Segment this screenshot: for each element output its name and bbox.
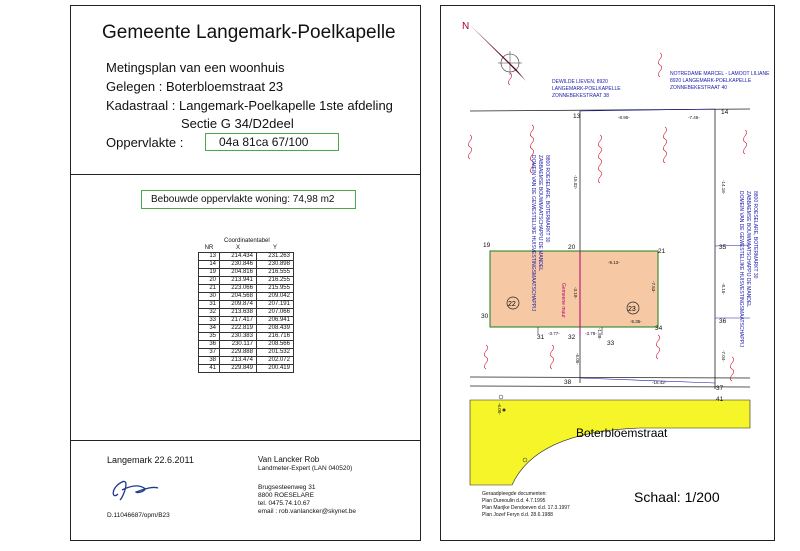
doc-2: Plan Marijke Dendoeven d.d. 17.3.1997 (482, 505, 570, 511)
house-number-23: 23 (628, 306, 636, 313)
coord-cell-x: 214.434 (220, 253, 257, 261)
built-area: Bebouwde oppervlakte woning: 74,98 m2 (151, 194, 335, 205)
street-area (470, 400, 750, 485)
scale-label: Schaal: 1/200 (634, 489, 720, 505)
coord-row (199, 325, 294, 333)
owner-right-3: 8800 ROESELARE, BOTERMARKT 30 (752, 191, 758, 279)
coord-cell-nr: 32 (199, 309, 220, 317)
coord-cell-y: 202.072 (257, 357, 294, 365)
coord-cell-nr: 31 (199, 301, 220, 309)
coord-row (199, 349, 294, 357)
dim-house-top: -9.13- (608, 260, 620, 265)
owner-right-1: DOMEIN VAN DE GEWESTELIJKE HUISVESTINGSMAATSCHAPPIJ (738, 191, 744, 347)
dim-front: -6.05- (575, 353, 580, 365)
coord-cell-nr: 36 (199, 341, 220, 349)
coord-cell-x: 230.846 (220, 261, 257, 269)
party-wall-label: Gemeene muur (560, 283, 566, 318)
coord-row (199, 261, 294, 269)
header-y: Y (272, 245, 277, 251)
coord-cell-y: 207.066 (257, 309, 294, 317)
coord-cell-y: 201.532 (257, 349, 294, 357)
point-20: 20 (568, 244, 576, 251)
owner-nw-1: DEWILDE LIEVEN, 8920 (552, 79, 608, 85)
coord-cell-x: 213.941 (220, 277, 257, 285)
coord-cell-y: 206.941 (257, 317, 294, 325)
cadastral: Kadastraal : Langemark-Poelkapelle 1ste afdeling (106, 98, 393, 113)
coord-header-row (199, 245, 294, 253)
dim-street: -16.42- (652, 380, 667, 385)
coord-cell-x: 230.117 (220, 341, 257, 349)
north-arrow-icon (462, 21, 526, 81)
plan-type: Metingsplan van een woonhuis (106, 60, 285, 75)
coord-table-title: Coordinatentabel (224, 238, 270, 244)
doc-1: Plan Dureoulin d.d. 4.7.1995 (482, 498, 546, 504)
point-41: 41 (716, 396, 724, 403)
point-19: 19 (483, 242, 491, 249)
area-value: 04a 81ca 67/100 (219, 135, 309, 149)
owner-nw-2: LANGEMARK-POELKAPELLE (552, 86, 621, 92)
coord-cell-y: 208.439 (257, 325, 294, 333)
dim-bot-c: -5.35- (630, 319, 642, 324)
dim-right-mid: -8.15- (721, 283, 726, 295)
coord-cell-x: 213.474 (220, 357, 257, 365)
coord-cell-nr: 20 (199, 277, 220, 285)
dim-left-vert: -15.02- (573, 175, 578, 190)
location: Gelegen : Boterbloemstraat 23 (106, 79, 284, 94)
dim-top-right: -7.46- (688, 115, 700, 120)
reference: D.11046687/opm/B23 (107, 512, 170, 519)
owner-ne-1: NOTREDAME MARCEL - LAMOOT LILIANE (670, 71, 770, 77)
coord-cell-x: 217.417 (220, 317, 257, 325)
point-13: 13 (573, 113, 581, 120)
coord-cell-nr: 21 (199, 285, 220, 293)
surveyor-name: Van Lancker Rob (258, 455, 320, 464)
header-nr: NR (204, 245, 214, 251)
coord-cell-nr: 35 (199, 333, 220, 341)
coord-cell-x: 204.816 (220, 269, 257, 277)
point-34: 34 (655, 325, 663, 332)
coord-cell-y: 209.042 (257, 293, 294, 301)
dim-right-top: -14.18- (721, 180, 726, 195)
phone: tel. 0475.74.10.67 (258, 500, 311, 507)
coord-cell-nr: 34 (199, 325, 220, 333)
coord-cell-y: 230.898 (257, 261, 294, 269)
coord-cell-nr: 13 (199, 253, 220, 261)
header-x: X (235, 245, 240, 251)
site-plan (440, 5, 774, 540)
address-city: 8800 ROESELARE (258, 492, 315, 499)
dim-bot-b: -3.78- (585, 331, 597, 336)
title-divider-2 (70, 440, 420, 441)
coord-row (199, 301, 294, 309)
place-date: Langemark 22.6.2011 (107, 455, 194, 465)
docs-title: Geraadpleegde documenten: (482, 491, 547, 497)
coord-table (198, 245, 294, 373)
doc-3: Plan Jozef Feryn d.d. 28.6.1988 (482, 512, 553, 518)
dim-right-low: -7.04- (721, 350, 726, 362)
point-14: 14 (721, 109, 729, 116)
coord-cell-nr: 41 (199, 365, 220, 373)
coord-cell-y: 208.566 (257, 341, 294, 349)
dim-small: -1.88- (597, 328, 602, 340)
point-31: 31 (537, 334, 545, 341)
owner-ne-2: 8920 LANGEMARK-POELKAPELLE (670, 78, 752, 84)
coord-cell-nr: 30 (199, 293, 220, 301)
coord-cell-x: 209.874 (220, 301, 257, 309)
hedges (468, 53, 746, 381)
coord-cell-nr: 38 (199, 357, 220, 365)
coord-row (199, 333, 294, 341)
coord-cell-x: 204.568 (220, 293, 257, 301)
title-divider-1 (70, 174, 420, 175)
coord-cell-y: 215.955 (257, 285, 294, 293)
coord-cell-y: 200.419 (257, 365, 294, 373)
owner-ne-3: ZONNEBEKESTRAAT 40 (670, 85, 728, 91)
coord-cell-nr: 33 (199, 317, 220, 325)
point-33: 33 (607, 340, 615, 347)
dim-house-right: -7.53- (651, 281, 656, 293)
dim-street-v: -6.00- (497, 403, 502, 415)
coord-row (199, 269, 294, 277)
coord-cell-nr: 19 (199, 269, 220, 277)
north-label: N (462, 21, 470, 32)
owner-nw-3: ZONNEBEKESTRAAT 38 (552, 93, 610, 99)
section: Sectie G 34/D2deel (181, 116, 294, 131)
street-label: Boterbloemstraat (576, 426, 668, 440)
coord-row (199, 357, 294, 365)
coord-row (199, 253, 294, 261)
municipality-title: Gemeente Langemark-Poelkapelle (102, 22, 396, 43)
dim-top-left: -8.95- (618, 115, 630, 120)
coord-cell-y: 216.716 (257, 333, 294, 341)
owner-left-1: DOMEIN VAN DE GEWESTELIJKE HUISVESTINGSMAATSCHAPPIJ (530, 155, 536, 311)
coord-row (199, 277, 294, 285)
owner-right-2: ZABBAEMSE BOUWMAATSCHAPPIJ DE MANDEL (745, 191, 751, 308)
area-label: Oppervlakte : (106, 135, 184, 150)
surveyor-title: Landmeter-Expert (LAN 040520) (258, 465, 353, 472)
coord-cell-x: 229.888 (220, 349, 257, 357)
coord-cell-x: 223.066 (220, 285, 257, 293)
point-36: 36 (719, 318, 727, 325)
owner-left-3: 8800 ROESELARE, BOTERMARKT 30 (544, 155, 550, 243)
coord-cell-x: 230.383 (220, 333, 257, 341)
coord-row (199, 317, 294, 325)
coord-cell-y: 216.255 (257, 277, 294, 285)
address-street: Brugsesteenweg 31 (258, 484, 316, 491)
coord-row (199, 341, 294, 349)
point-21: 21 (658, 248, 666, 255)
dim-house-mid: -3.10- (573, 287, 578, 299)
coord-cell-y: 231.263 (257, 253, 294, 261)
point-35: 35 (719, 244, 727, 251)
coord-cell-y: 216.555 (257, 269, 294, 277)
owner-left-2: ZABBAEMSE BOUWMAATSCHAPPIJ DE MANDEL (537, 155, 543, 272)
coord-cell-y: 207.191 (257, 301, 294, 309)
coord-cell-nr: 37 (199, 349, 220, 357)
coord-cell-nr: 14 (199, 261, 220, 269)
coord-row (199, 285, 294, 293)
coord-cell-x: 213.638 (220, 309, 257, 317)
coord-cell-x: 229.849 (220, 365, 257, 373)
point-37: 37 (716, 385, 724, 392)
coord-row (199, 293, 294, 301)
coord-row (199, 365, 294, 373)
point-38: 38 (564, 379, 572, 386)
point-32: 32 (568, 334, 576, 341)
coord-cell-x: 222.819 (220, 325, 257, 333)
house-number-22: 22 (508, 301, 516, 308)
signature (108, 474, 160, 504)
coord-row (199, 309, 294, 317)
dim-bot-a: -3.77- (548, 331, 560, 336)
point-30: 30 (481, 313, 489, 320)
email: email : rob.vanlancker@skynet.be (258, 508, 357, 515)
